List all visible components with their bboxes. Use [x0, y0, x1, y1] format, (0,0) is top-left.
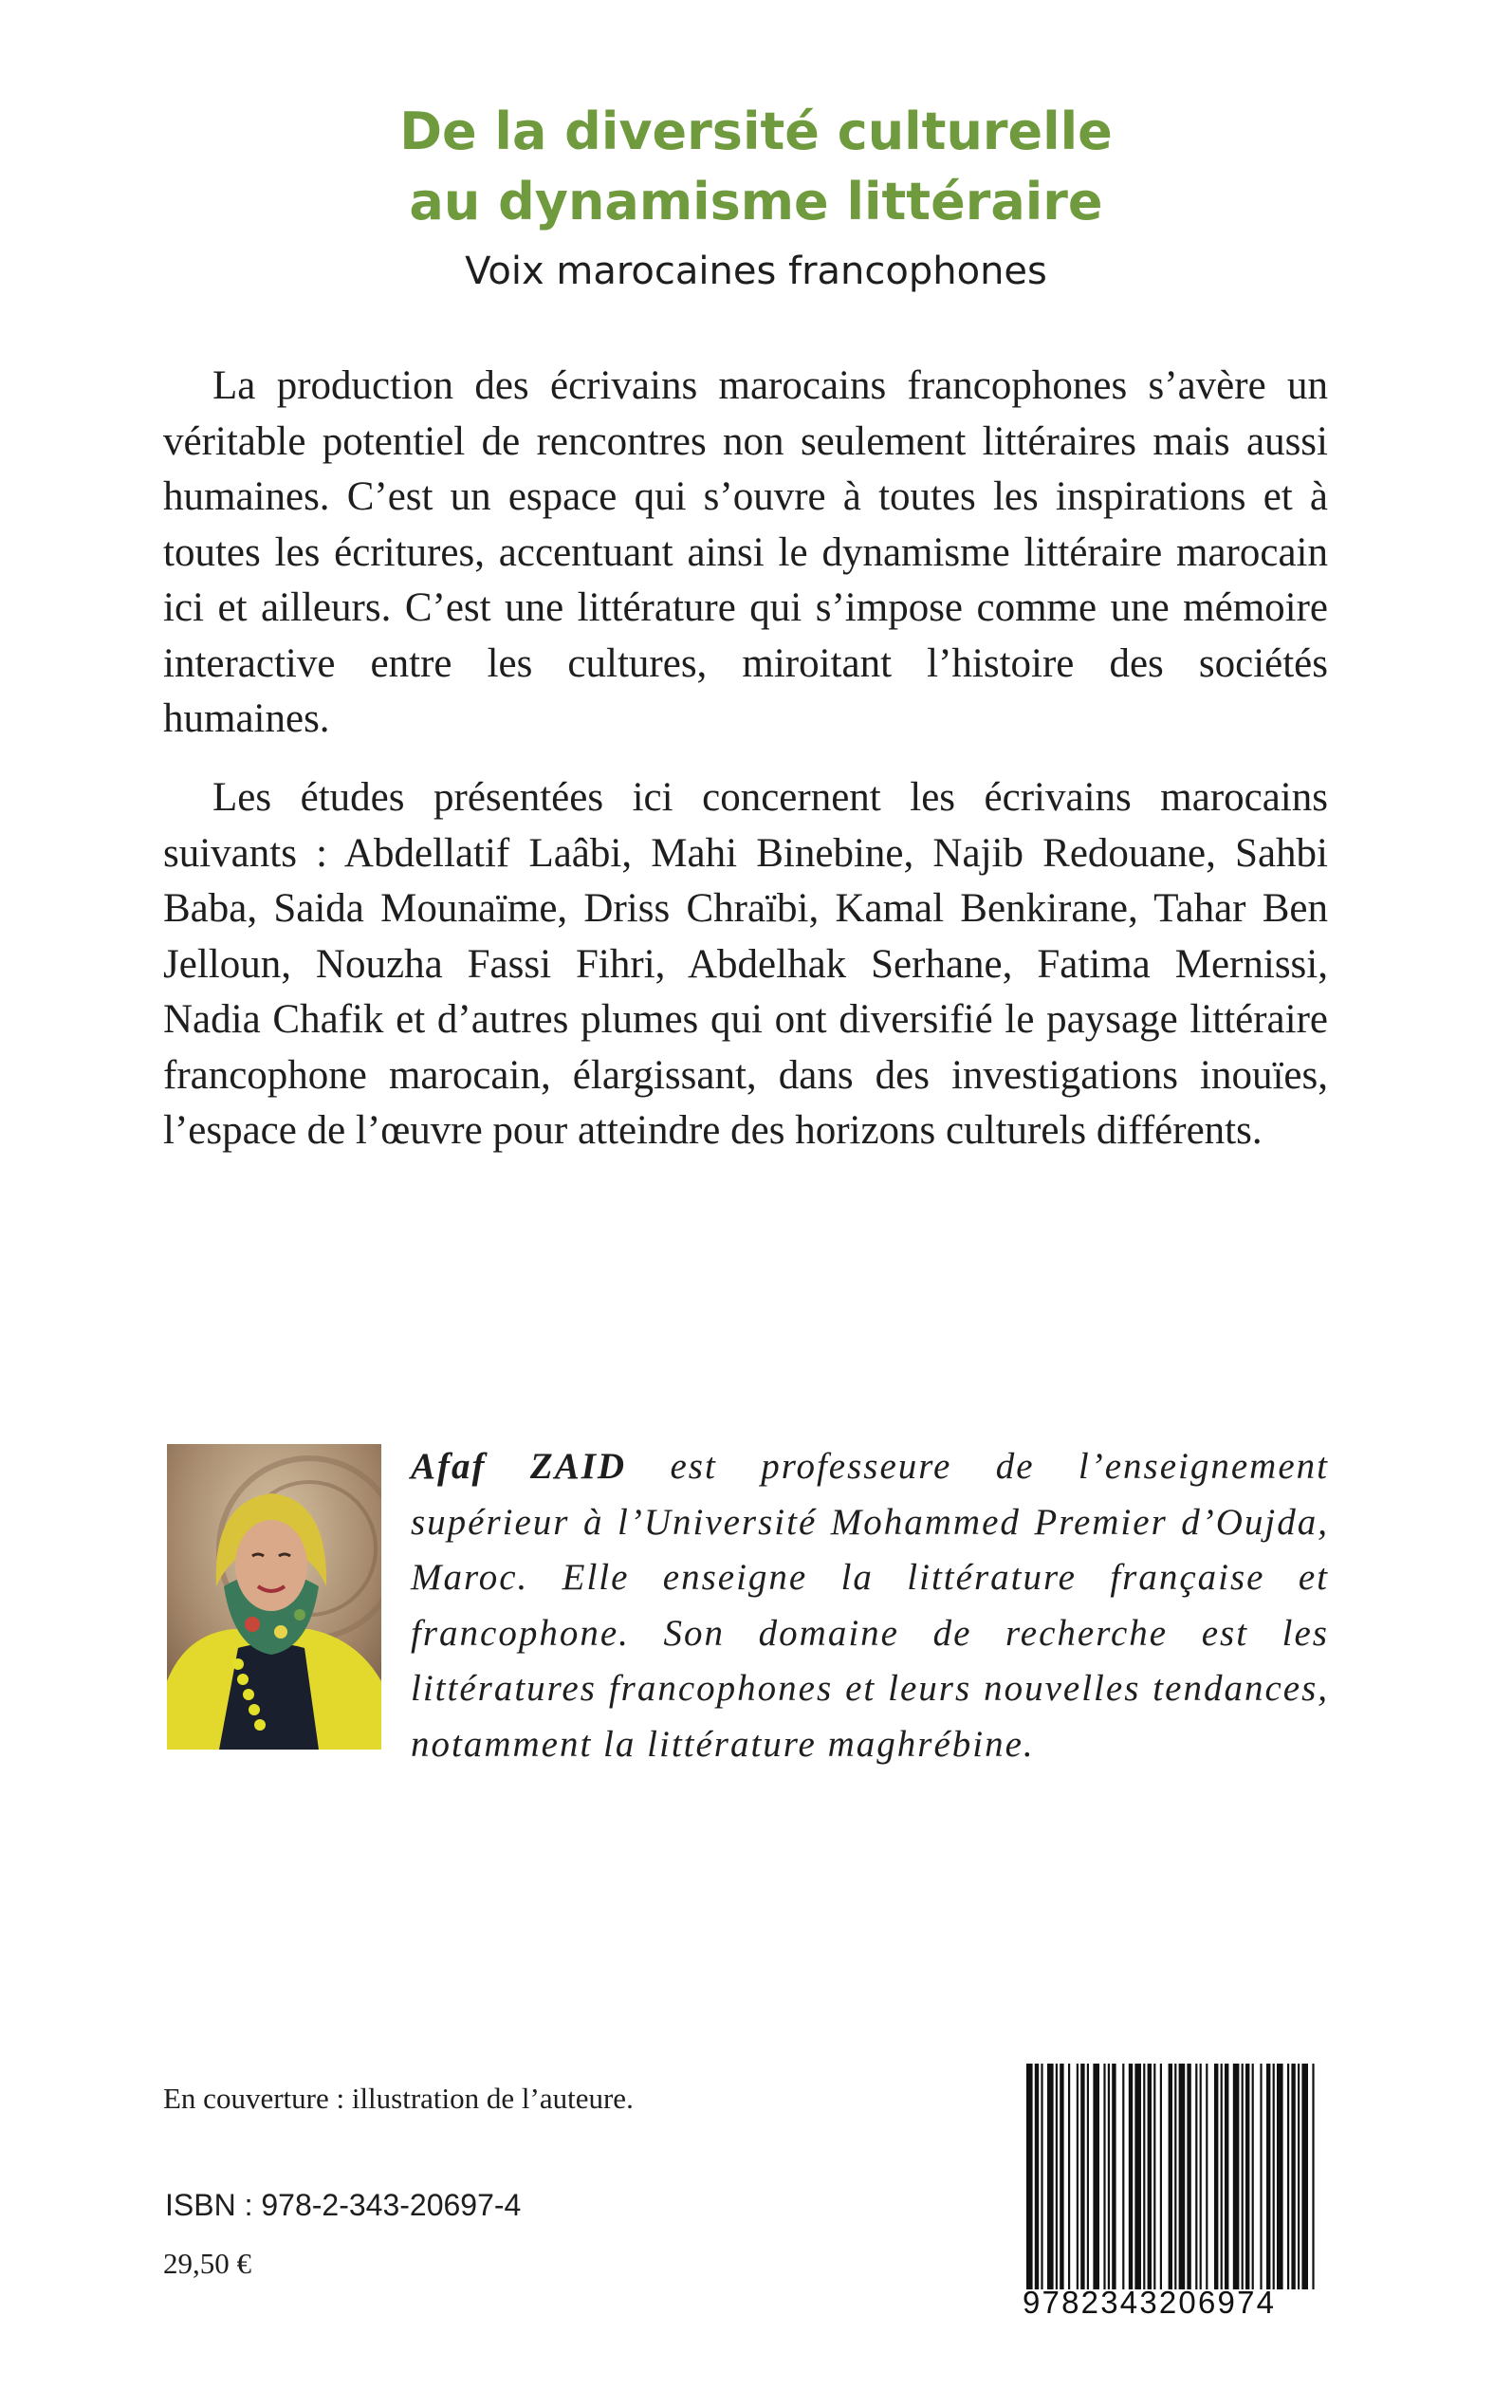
barcode-bar: [1153, 2064, 1155, 2289]
barcode-bar: [1206, 2064, 1208, 2289]
barcode-bar: [1179, 2064, 1186, 2289]
barcode-bar: [1312, 2064, 1314, 2289]
barcode-bar: [1287, 2064, 1289, 2289]
barcode-bar: [1134, 2064, 1141, 2289]
author-name: Afaf ZAID: [411, 1446, 627, 1487]
barcode-bar: [1103, 2064, 1105, 2289]
barcode-bar: [1252, 2064, 1254, 2289]
barcode-bar: [1035, 2064, 1039, 2289]
book-title-line-1: De la diversité culturelle: [399, 102, 1113, 161]
summary-paragraph-2: Les études présentées ici concernent les écrivains marocains suivants : Abdellatif Laâbi, Mahi Binebine, Najib Redouane, Sahbi Baba, Saida Mounaïme, Driss Chraïbi, Kamal Benkirane, Tahar Ben Jelloun, Nouzha Fassi Fihri, Abdelhak Serhane, Fatima Mernissi, Nadia Chafik et d’autres plumes qui ont diversifié le paysage littéraire francophone marocain, élargissant, dans des investigations inouïes, l’espace de l’œuvre pour atteindre des horizons culturels différents.: [163, 775, 1328, 1153]
barcode-bar: [1187, 2064, 1190, 2289]
barcode-bar: [1169, 2064, 1172, 2289]
barcode-bar: [1077, 2064, 1079, 2289]
barcode-bar: [1068, 2064, 1070, 2289]
barcode-bar: [1047, 2064, 1054, 2289]
author-bio: [411, 1439, 1329, 1772]
barcode-bar: [1060, 2064, 1063, 2289]
author-photo: [167, 1444, 381, 1750]
barcode-bar: [1195, 2064, 1197, 2289]
barcode-bar: [1041, 2064, 1042, 2289]
barcode-bar: [1301, 2064, 1308, 2289]
barcode-bar: [1245, 2064, 1249, 2289]
barcode-bar: [1148, 2064, 1152, 2289]
barcode-bar: [1129, 2064, 1133, 2289]
barcode: [1023, 2064, 1318, 2289]
barcode-bar: [1291, 2064, 1295, 2289]
barcode-bar: [1277, 2064, 1283, 2289]
barcode-bar: [1225, 2064, 1228, 2289]
barcode-bar: [1122, 2064, 1124, 2289]
barcode-bar: [1026, 2064, 1033, 2289]
barcode-bar: [1174, 2064, 1176, 2289]
barcode-bar: [1242, 2064, 1244, 2289]
barcode-bar: [1200, 2064, 1202, 2289]
cover-credit: En couverture : illustration de l’auteure.: [163, 2082, 634, 2115]
book-subtitle: Voix marocaines francophones: [465, 250, 1047, 293]
barcode-bar: [1093, 2064, 1099, 2289]
barcode-bar: [1298, 2064, 1300, 2289]
barcode-bar: [1056, 2064, 1058, 2289]
book-title-line-2: au dynamisme littéraire: [409, 172, 1103, 232]
barcode-bar: [1273, 2064, 1275, 2289]
barcode-bar: [1087, 2064, 1089, 2289]
barcode-bar: [1160, 2064, 1162, 2289]
barcode-bar: [1233, 2064, 1240, 2289]
author-bio-text: est professeure de l’enseignement supérieur à l’Université Mohammed Premier d’Oujda, Maroc. Elle enseigne la littérature française et francophone. Son domaine de recherche est les littératures francophones et leurs nouvelles tendances, notamment la littérature maghrébine.: [411, 1446, 1329, 1765]
barcode-bar: [1080, 2064, 1084, 2289]
barcode-bar: [1214, 2064, 1218, 2289]
barcode-bar: [1112, 2064, 1116, 2289]
barcode-bar: [1260, 2064, 1262, 2289]
barcode-bar: [1221, 2064, 1223, 2289]
price-label: 29,50 €: [163, 2247, 251, 2280]
barcode-bar: [1108, 2064, 1110, 2289]
barcode-digits: 9782343206974: [1023, 2285, 1277, 2320]
isbn-label: ISBN : 978-2-343-20697-4: [165, 2188, 522, 2222]
barcode-bar: [1266, 2064, 1270, 2289]
summary-paragraph-1: La production des écrivains marocains francophones s’avère un véritable potentiel de rencontres non seulement littéraires mais aussi humaines. C’est un espace qui s’ouvre à toutes les inspirations et à toutes les écritures, accentuant ainsi le dynamisme littéraire marocain ici et ailleurs. C’est une littérature qui s’impose comme une mémoire interactive entre les cultures, miroitant l’histoire des sociétés humaines.: [163, 363, 1328, 741]
barcode-bar: [1143, 2064, 1145, 2289]
